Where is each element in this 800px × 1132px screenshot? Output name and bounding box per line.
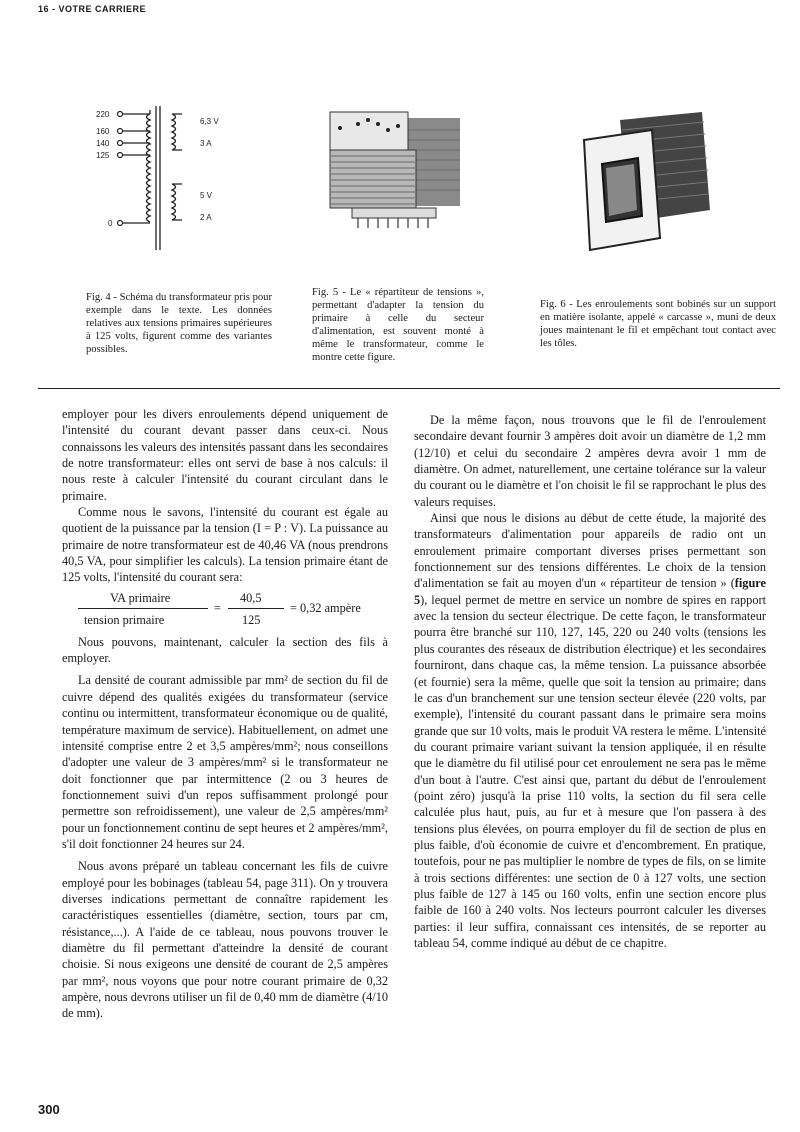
figure-6-photo xyxy=(580,110,715,255)
figure-4-schematic xyxy=(90,100,250,260)
formula-denominator-right: 125 xyxy=(242,612,261,627)
left-paragraph-2: Comme nous le savons, l'intensité du courant est égale au quotient de la puissance par la tension (I = P : V). La puissance au primaire de notre transformateur est de 40,46 VA (nous prendrons 40,5 VA, pour simplifier les calculs). La tension primaire étant de 125 volts, l'intensité du courant sera: xyxy=(62,505,388,585)
secondary2-voltage: 5 V xyxy=(200,191,213,200)
page-number: 300 xyxy=(38,1102,60,1117)
secondary1-voltage: 6,3 V xyxy=(200,117,219,126)
tap-label-160: 160 xyxy=(96,127,110,136)
right-paragraph-1: De la même façon, nous trouvons que le fil de l'enroulement secondaire devant fournir 3 ampères doit avoir un diamètre de 1,2 mm (12/10) et celui du secondaire 2 ampères devra avoir 1 mm de diamètre. On admet, naturellement, une certaine tolérance sur la valeur du courant ou le diamètre et l'on choisit le fil se rapprochant le plus des valeurs requises. xyxy=(414,413,766,509)
intensity-formula xyxy=(62,590,388,628)
formula-numerator-left: VA primaire xyxy=(110,590,171,605)
secondary2-current: 2 A xyxy=(200,213,212,222)
tap-label-125: 125 xyxy=(96,151,110,160)
right-column xyxy=(414,412,766,951)
left-paragraph-3: Nous pouvons, maintenant, calculer la section des fils à employer. xyxy=(62,634,388,666)
running-header: 16 - VOTRE CARRIERE xyxy=(38,4,147,14)
formula-numerator-right: 40,5 xyxy=(240,590,262,605)
figure-5-photo xyxy=(322,110,472,235)
left-paragraph-1: employer pour les divers enroulements dépend uniquement de l'intensité du courant devant passer dans ceux-ci. Nous connaissons les valeurs des intensités passant dans les secondaires de notre transformateur: elles ont servi de base à nos calculs: il nous reste à calculer l'intensité du courant circulant dans le primaire. xyxy=(62,407,388,503)
tap-label-140: 140 xyxy=(96,139,110,148)
left-paragraph-5: Nous avons préparé un tableau concernant les fils de cuivre employé pour les bobinages (tableau 54, page 311). On y trouvera diverses indications permettant de connaître rapidement les caractéristiques essentielles (diamètre, section, tours par cm, résistance,...). A l'aide de ce tableau, nous pouvons trouver le diamètre du fil permettant d'atteindre la densité de courant choisie. Si nous exigeons une densité de courant de 2,5 ampères par mm², nous voyons que pour notre courant primaire de 0,32 ampère, nous devrons utiliser un fil de 0,40 mm de diamètre (4/10 de mm). xyxy=(62,859,388,1021)
formula-equals: = xyxy=(214,600,221,615)
right-paragraph-2: Ainsi que nous le disions au début de cette étude, la majorité des transformateurs d'alimentation pour appareils de radio ont un enroulement primaire comportant diverses prises permettant son fonctionnement sur des tensions différentes. Le choix de la tension d'alimentation se fait au moyen d'un « répartiteur de tension » (figure 5), lequel permet de mettre en service un nombre de spires en rapport avec la tension du secteur électrique. De cette façon, le transformateur pourra être branché sur 110, 127, 145, 220 ou 240 volts (tensions les plus courantes des réseaux de distribution électrique) et les secondaires fourniront, dans chaque cas, la même tension. La puissance absorbée (et fournie) sera la même, quelle que soit la tension au primaire; dans le cas d'un branchement sur une tension secteur élevée (220 volts, par exemple), l'intensité du courant passant dans le primaire sera moins grande que sur 10 volts, mais le produit VA restera le même. L'intensité du courant primaire variant suivant la tension appliquée, il en résulte que le diamètre du fil utilisé pour cet enroulement ne sera pas le même d'un bout à l'autre. C'est ainsi que, partant du début de l'enroulement (point zéro) jusqu'à la prise 110 volts, la section du fil sera celle calculée plus haut, puis, au fur et à mesure que l'on passera à des tensions plus élevées, on pourra employer du fil de section de plus en plus faible, d'où économie de cuivre et d'encombrement. En pratique, toutefois, pour ne pas multiplier le nombre de types de fils, on se limite à trois sections différentes: une section de 0 à 127 volts, une section plus faible de 127 à 145 ou 160 volts, enfin une section encore plus faible de 160 à 240 volts. Nos lecteurs pourront calculer les diverses parties: il leur suffira, connaissant ces intensités, de se reporter au tableau 54, comme indiqué au début de ce chapitre. xyxy=(414,511,766,950)
secondary1-current: 3 A xyxy=(200,139,212,148)
left-paragraph-4: La densité de courant admissible par mm² de section du fil de cuivre dépend des qualités exigées du transformateur (service continu ou intermittent, transformateur économique ou de qualité, température maximum de service). Habituellement, on admet une intensité comprise entre 2 et 3,5 ampères/mm²; nous conseillons d'adopter une valeur de 3 ampères/mm² si le transformateur ne doit fonctionner que par intermittence (2 ou 3 heures de fonctionnement suivi d'un repos suffisamment prolongé pour permettre son refroidissement), une valeur de 2,5 ampères/mm² pour un fonctionnement continu de sept heures et 2 ampères/mm², s'il doit fonctionner 24 heures sur 24. xyxy=(62,673,388,851)
figure-5-reference: figure 5 xyxy=(414,576,766,607)
figure-6-caption: Fig. 6 - Les enroulements sont bobinés sur un support en matière isolante, appelé « carcasse », muni de deux joues maintenant le fil et empêchant tout contact avec les tôles. xyxy=(540,299,776,349)
tap-label-220: 220 xyxy=(96,110,110,119)
figure-5-caption: Fig. 5 - Le « répartiteur de tensions », permettant d'adapter la tension du primaire à celle du secteur d'alimentation, est souvent monté à même le transformateur, comme le montre cette figure. xyxy=(312,287,484,363)
section-divider xyxy=(38,388,780,389)
formula-result: = 0,32 ampère xyxy=(290,600,361,615)
figure-4-caption: Fig. 4 - Schéma du transformateur pris pour exemple dans le texte. Les données relatives aux tensions primaires supérieures à 125 volts, figurent comme des variantes possibles. xyxy=(86,292,272,355)
formula-denominator-left: tension primaire xyxy=(84,612,165,627)
tap-label-0: 0 xyxy=(108,219,113,228)
left-column xyxy=(62,406,388,1022)
